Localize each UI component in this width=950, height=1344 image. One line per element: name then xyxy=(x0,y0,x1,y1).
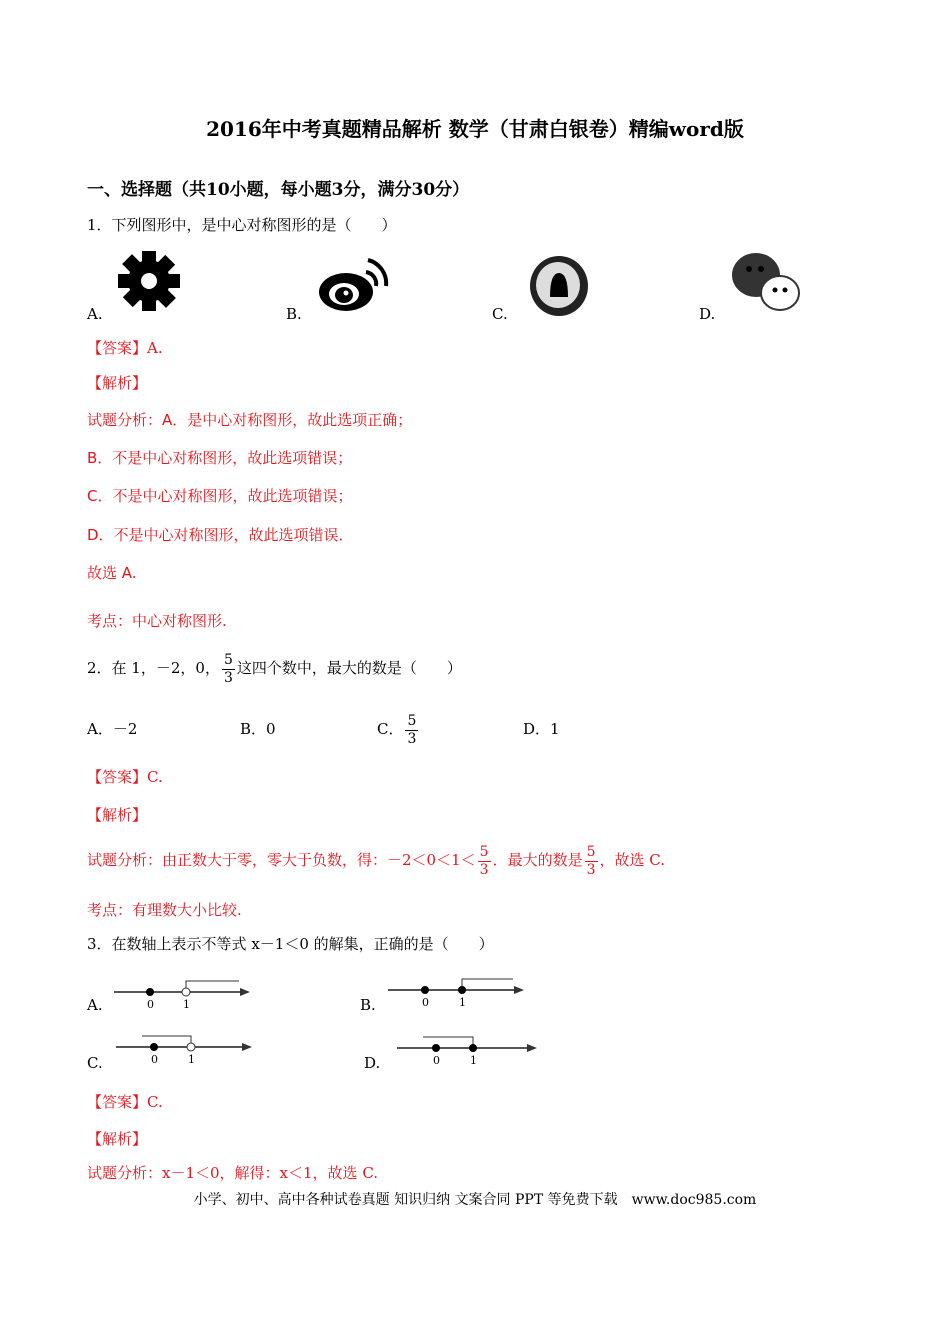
q3-option-a-label: A. xyxy=(87,996,103,1014)
q1-kaodian: 考点：中心对称图形. xyxy=(87,612,227,630)
gear-icon xyxy=(118,251,180,311)
q1-option-a-label: A. xyxy=(87,305,103,323)
number-line-c xyxy=(116,1033,256,1067)
svg-text:0: 0 xyxy=(433,1054,440,1067)
svg-text:1: 1 xyxy=(183,998,190,1011)
q1-answer: 【答案】A. xyxy=(87,339,163,357)
svg-text:1: 1 xyxy=(459,996,466,1009)
q2-answer: 【答案】C. xyxy=(87,768,163,786)
q3-option-b-label: B. xyxy=(360,996,376,1014)
wechat-icon xyxy=(730,251,802,313)
number-line-d xyxy=(397,1034,542,1068)
svg-text:0: 0 xyxy=(147,998,154,1011)
q2-option-c: C． $\frac{5}{3}$ xyxy=(377,712,417,747)
q2-stem-post: 这四个数中，最大的数是（ ） xyxy=(236,659,462,677)
q1-option-c-label: C. xyxy=(492,305,508,323)
fraction: $\frac{5}{3}$ xyxy=(407,712,417,747)
q3-stem: 3．在数轴上表示不等式 x－1＜0 的解集，正确的是（ ） xyxy=(87,935,494,953)
q1-stem: 1．下列图形中，是中心对称图形的是（ ） xyxy=(87,216,397,234)
q2-stem xyxy=(87,648,462,688)
q3-option-d-label: D. xyxy=(364,1054,381,1072)
q2-option-b: B．0 xyxy=(240,720,276,738)
q2-analysis-label: 【解析】 xyxy=(87,806,148,824)
fraction: $\frac{5}{3}$ xyxy=(223,651,233,686)
svg-text:1: 1 xyxy=(470,1054,477,1067)
q2-option-d: D．1 xyxy=(523,720,560,738)
svg-text:0: 0 xyxy=(151,1053,158,1066)
document-title: 2016年中考真题精品解析 数学（甘肃白银卷）精编word版 xyxy=(206,117,744,141)
qq-icon xyxy=(528,255,590,317)
q2-kaodian: 考点：有理数大小比较. xyxy=(87,901,242,919)
footer: 小学、初中、高中各种试卷真题 知识归纳 文案合同 PPT 等免费下载 www.doc985.com xyxy=(193,1192,757,1208)
q1-analysis-label: 【解析】 xyxy=(87,374,148,392)
q1-analysis-line: 故选 A. xyxy=(87,564,137,582)
q1-option-d-label: D. xyxy=(699,305,716,323)
q1-analysis-line: C．不是中心对称图形，故此选项错误； xyxy=(87,487,353,505)
svg-text:0: 0 xyxy=(422,996,429,1009)
number-line-a xyxy=(114,978,254,1012)
q2-analysis: 试题分析：由正数大于零，零大于负数，得：－2＜0＜1＜ $\frac{5}{3}$ ．最大的数是 $\frac{5}{3}$ ，故选 C. xyxy=(87,843,665,878)
q3-analysis-label: 【解析】 xyxy=(87,1130,148,1148)
q3-option-c-label: C. xyxy=(87,1054,103,1072)
q3-analysis: 试题分析：x－1＜0，解得：x＜1，故选 C. xyxy=(87,1164,379,1182)
weibo-icon xyxy=(318,254,390,312)
number-line-b xyxy=(388,976,528,1010)
q1-analysis-line: D．不是中心对称图形，故此选项错误． xyxy=(87,526,354,544)
q2-option-a: A．－2 xyxy=(87,720,138,738)
svg-text:1: 1 xyxy=(188,1053,195,1066)
q1-option-b-label: B. xyxy=(286,305,302,323)
section-heading: 一、选择题（共10小题，每小题3分，满分30分） xyxy=(87,180,470,200)
q2-stem-pre: 2．在 1，－2，0， xyxy=(87,659,220,677)
q1-analysis-line: 试题分析：A．是中心对称图形，故此选项正确； xyxy=(87,411,413,429)
q3-answer: 【答案】C. xyxy=(87,1093,163,1111)
q1-analysis-line: B．不是中心对称图形，故此选项错误； xyxy=(87,449,353,467)
